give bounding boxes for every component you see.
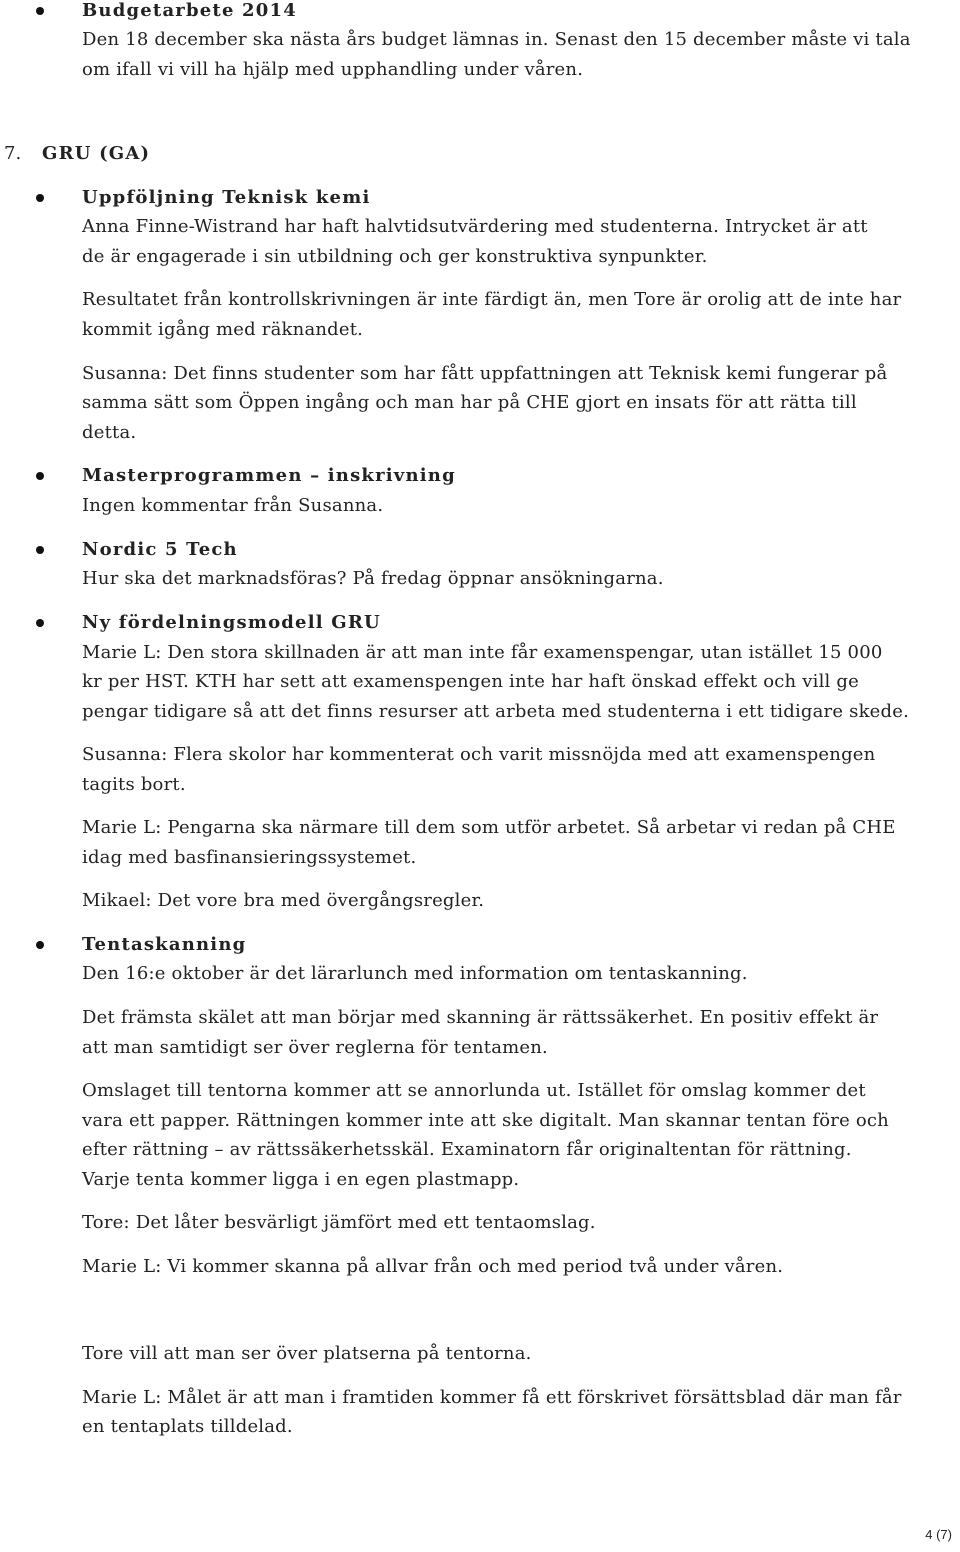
paragraph-line: Omslaget till tentorna kommer att se annorlunda ut. Istället för omslag kommer det <box>82 1080 866 1101</box>
paragraph-line: Det främsta skälet att man börjar med skanning är rättssäkerhet. En positiv effekt är <box>82 1007 879 1028</box>
bullet <box>36 7 44 15</box>
bullet <box>36 941 44 949</box>
bullet <box>36 472 44 480</box>
page-number: 4 (7) <box>925 1527 952 1542</box>
paragraph-line: Susanna: Flera skolor har kommenterat och varit missnöjda med att examenspengen <box>82 744 876 765</box>
bullet <box>36 619 44 627</box>
paragraph-line: att man samtidigt ser över reglerna för tentamen. <box>82 1037 548 1058</box>
section-heading-tentaskanning: Tentaskanning <box>82 934 247 955</box>
bullet <box>36 546 44 554</box>
paragraph-line: efter rättning – av rättssäkerhetsskäl. Examinatorn får originaltentan för rättning. <box>82 1139 852 1160</box>
section-heading-fordelning: Ny fördelningsmodell GRU <box>82 612 381 633</box>
paragraph-line: Marie L: Målet är att man i framtiden kommer få ett förskrivet försättsblad där man får <box>82 1387 902 1408</box>
paragraph-line: Susanna: Det finns studenter som har fått uppfattningen att Teknisk kemi fungerar på <box>82 363 888 384</box>
section-heading-nordic: Nordic 5 Tech <box>82 539 238 560</box>
paragraph-line: Tore: Det låter besvärligt jämfört med ett tentaomslag. <box>82 1212 596 1233</box>
paragraph-line: Den 18 december ska nästa års budget lämnas in. Senast den 15 december måste vi tala <box>82 29 911 50</box>
paragraph-line: kr per HST. KTH har sett att examenspengen inte har haft önskad effekt och vill ge <box>82 671 859 692</box>
paragraph-line: tagits bort. <box>82 774 186 795</box>
paragraph-line: samma sätt som Öppen ingång och man har på CHE gjort en insats för att rätta till <box>82 392 857 413</box>
paragraph-line: Den 16:e oktober är det lärarlunch med information om tentaskanning. <box>82 963 748 984</box>
paragraph-line: vara ett papper. Rättningen kommer inte att ske digitalt. Man skannar tentan före och <box>82 1110 889 1131</box>
paragraph-line: Resultatet från kontrollskrivningen är inte färdigt än, men Tore är orolig att de inte har <box>82 289 902 310</box>
paragraph-line: Marie L: Vi kommer skanna på allvar från och med period två under våren. <box>82 1256 784 1277</box>
paragraph-line: detta. <box>82 422 137 443</box>
paragraph-line: Varje tenta kommer ligga i en egen plastmapp. <box>82 1169 520 1190</box>
paragraph-line: Marie L: Den stora skillnaden är att man inte får examenspengar, utan istället 15 000 <box>82 642 883 663</box>
paragraph-line: Tore vill att man ser över platserna på tentorna. <box>82 1343 532 1364</box>
bullet <box>36 194 44 202</box>
section-heading-teknisk-kemi: Uppföljning Teknisk kemi <box>82 187 371 208</box>
paragraph-line: pengar tidigare så att det finns resurser att arbeta med studenterna i ett tidigare skede. <box>82 701 910 722</box>
paragraph-line: kommit igång med räknandet. <box>82 319 364 340</box>
paragraph-line: de är engagerade i sin utbildning och ger konstruktiva synpunkter. <box>82 246 708 267</box>
item-number: 7. <box>4 143 22 164</box>
paragraph-line: Ingen kommentar från Susanna. <box>82 495 384 516</box>
section-heading-master: Masterprogrammen – inskrivning <box>82 465 456 486</box>
paragraph-line: Mikael: Det vore bra med övergångsregler. <box>82 890 485 911</box>
paragraph-line: en tentaplats tilldelad. <box>82 1416 293 1437</box>
paragraph-line: idag med basfinansieringssystemet. <box>82 847 417 868</box>
paragraph-line: Marie L: Pengarna ska närmare till dem som utför arbetet. Så arbetar vi redan på CHE <box>82 817 896 838</box>
paragraph-line: Hur ska det marknadsföras? På fredag öppnar ansökningarna. <box>82 568 664 589</box>
paragraph-line: Anna Finne-Wistrand har haft halvtidsutvärdering med studenterna. Intrycket är att <box>82 216 868 237</box>
paragraph-line: om ifall vi vill ha hjälp med upphandling under våren. <box>82 59 584 80</box>
item-title: GRU (GA) <box>42 143 151 164</box>
section-heading-budget: Budgetarbete 2014 <box>82 0 297 21</box>
